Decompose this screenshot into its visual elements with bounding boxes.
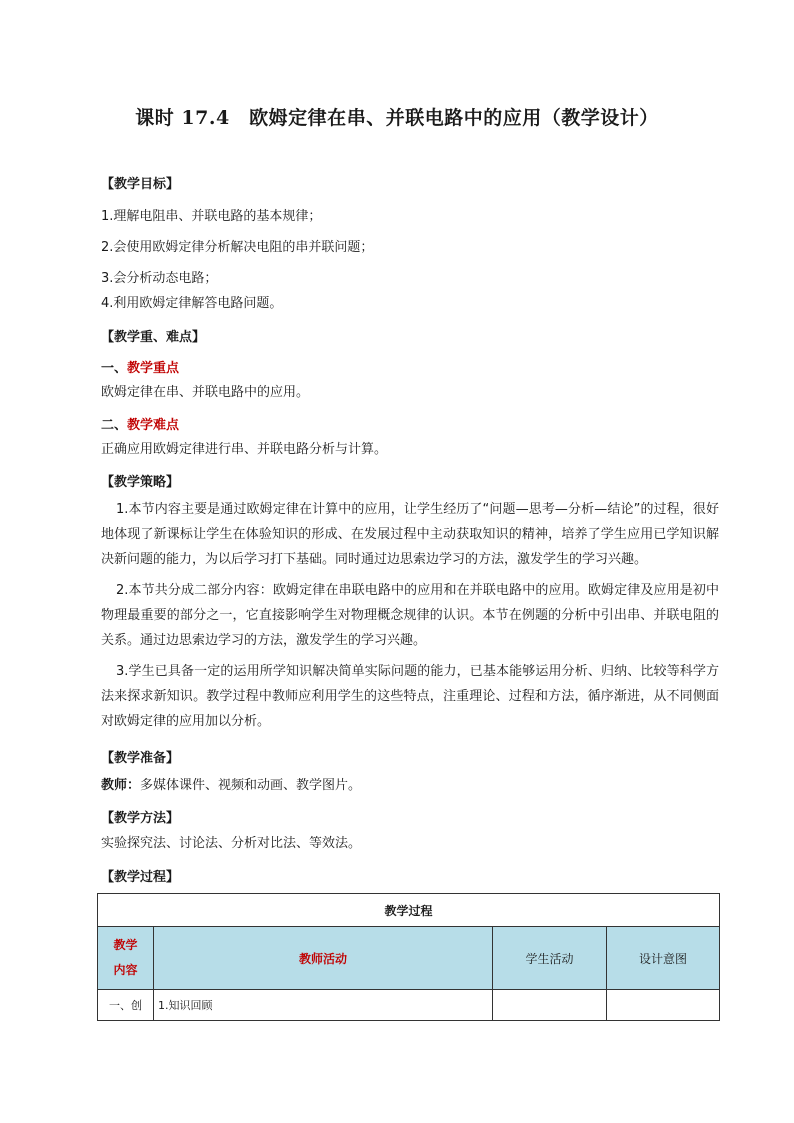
key-point-text: 欧姆定律在串、并联电路中的应用。 <box>101 385 310 400</box>
keypoints-heading: 【教学重、难点】 <box>101 330 206 345</box>
page-title: 课时 17.4 欧姆定律在串、并联电路中的应用（教学设计） <box>135 107 659 129</box>
goal-item-1: 1.理解电阻串、并联电路的基本规律； <box>101 209 322 224</box>
difficulty-text: 正确应用欧姆定律进行串、并联电路分析与计算。 <box>101 442 388 457</box>
table-title: 教学过程 <box>98 894 720 927</box>
strategy-heading: 【教学策略】 <box>101 475 180 490</box>
column-header-student: 学生活动 <box>493 927 607 990</box>
method-text: 实验探究法、讨论法、分析对比法、等效法。 <box>101 836 362 851</box>
column-header-intent: 设计意图 <box>607 927 720 990</box>
difficulty-label: 二、教学难点 <box>101 418 180 433</box>
column-header-content: 教学 内容 <box>98 927 154 990</box>
process-table <box>97 893 720 1021</box>
goal-item-4: 4.利用欧姆定律解答电路问题。 <box>101 296 283 311</box>
key-point-label: 一、教学重点 <box>101 361 180 376</box>
goals-heading: 【教学目标】 <box>101 177 180 192</box>
cell-content: 一、创 <box>98 990 154 1021</box>
preparation-heading: 【教学准备】 <box>101 751 180 766</box>
cell-student <box>493 990 607 1021</box>
strategy-paragraph-1: 1.本节内容主要是通过欧姆定律在计算中的应用，让学生经历了“问题—思考—分析—结论”的过程，很好地体现了新课标让学生在体验知识的形成、在发展过程中主动获取知识的精神，培养了学生应用已学知识解决新问题的能力，为以后学习打下基础。同时通过边思索边学习的方法，激发学生的学习兴趣。 <box>101 502 719 567</box>
column-header-teacher: 教师活动 <box>154 927 493 990</box>
table-row <box>98 990 720 1021</box>
strategy-paragraph-3: 3.学生已具备一定的运用所学知识解决简单实际问题的能力，已基本能够运用分析、归纳、比较等科学方法来探求新知识。教学过程中教师应利用学生的这些特点，注重理论、过程和方法，循序渐进，从不同侧面对欧姆定律的应用加以分析。 <box>101 664 719 729</box>
method-heading: 【教学方法】 <box>101 811 180 826</box>
process-heading: 【教学过程】 <box>101 870 180 885</box>
cell-teacher: 1.知识回顾 <box>154 990 493 1021</box>
goal-item-2: 2.会使用欧姆定律分析解决电阻的串并联问题； <box>101 240 374 255</box>
strategy-paragraph-2: 2.本节共分成二部分内容：欧姆定律在串联电路中的应用和在并联电路中的应用。欧姆定律及应用是初中物理最重要的部分之一，它直接影响学生对物理概念规律的认识。本节在例题的分析中引出串、并联电阻的关系。通过边思索边学习的方法，激发学生的学习兴趣。 <box>101 583 719 648</box>
cell-intent <box>607 990 720 1021</box>
goal-item-3: 3.会分析动态电路； <box>101 271 218 286</box>
preparation-line: 教师：多媒体课件、视频和动画、教学图片。 <box>101 778 362 793</box>
